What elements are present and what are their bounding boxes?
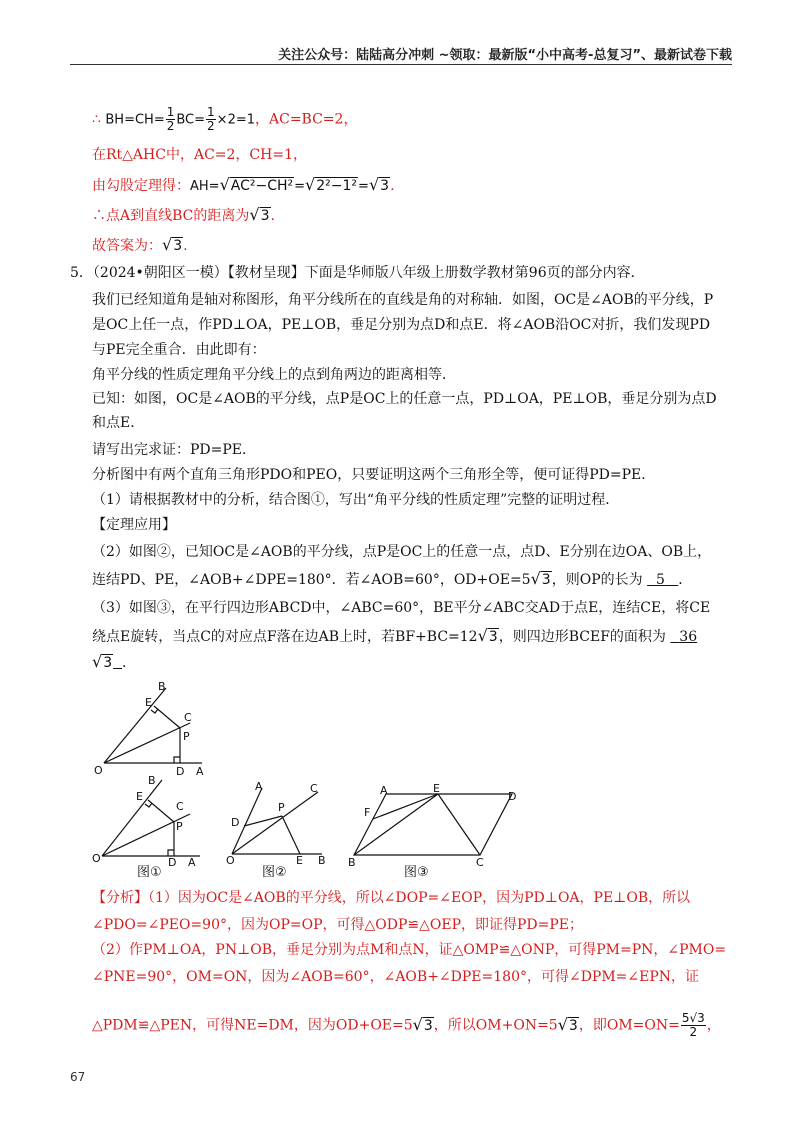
svg-text:D: D xyxy=(231,816,240,829)
figure-3 xyxy=(342,782,532,880)
question-title: 5．（2024•朝阳区一模）【教材呈现】下面是华师版八年级上册数学教材第96页的部分内容． xyxy=(70,265,645,281)
svg-text:E: E xyxy=(145,696,152,709)
analysis-line-5: △PDM≌△PEN，可得NE=DM，因为OD+OE=5√3，所以OM+ON=5√3，即OM=ON= $\frac{5√3}{2}$ ， xyxy=(92,1011,721,1039)
q-part-2: （2）如图②，已知OC是∠AOB的平分线，点P是OC上的任意一点，点D、E分别在边OA、OB上， xyxy=(92,544,712,560)
svg-text:C: C xyxy=(184,711,192,724)
svg-text:A: A xyxy=(380,784,388,797)
solution-line-5: 故答案为：√3. xyxy=(92,235,188,254)
svg-text:B: B xyxy=(158,680,166,693)
svg-text:E: E xyxy=(136,790,143,803)
svg-text:C: C xyxy=(310,782,318,795)
header-divider xyxy=(70,64,732,65)
figure-1 xyxy=(92,770,222,880)
svg-text:D: D xyxy=(508,790,517,803)
q-part-3: （3）如图③，在平行四边形ABCD中，∠ABC=60°，BE平分∠ABC交AD于点E，连结CE，将CE xyxy=(92,600,711,616)
svg-text:O: O xyxy=(226,854,235,867)
q-para-8: 分析图中有两个直角三角形PDO和PEO，只要证明这两个三角形全等，便可证得PD=PE． xyxy=(92,467,656,483)
svg-text:A: A xyxy=(188,856,196,869)
analysis-line-4: ∠PNE=90°，OM=ON，因为∠AOB=60°，∠AOB+∠DPE=180°，可得∠DPM=∠EPN，证 xyxy=(92,969,700,985)
svg-text:E: E xyxy=(433,782,440,795)
svg-text:P: P xyxy=(183,730,190,743)
analysis-line-3: （2）作PM⊥OA，PN⊥OB，垂足分别为点M和点N，证△OMP≌△ONP，可得PM=PN，∠PMO= xyxy=(92,942,727,958)
svg-text:C: C xyxy=(176,800,184,813)
svg-text:D: D xyxy=(176,765,185,778)
q-para-3: 与PE完全重合．由此即有： xyxy=(92,342,266,358)
q-part-3-answer-end: √3 ． xyxy=(92,652,137,671)
svg-text:B: B xyxy=(348,856,356,869)
solution-line-3: 由勾股定理得：AH=√AC²−CH²=√2²−1²=√3. xyxy=(92,175,395,194)
page-number: 67 xyxy=(70,1070,86,1084)
svg-text:B: B xyxy=(148,774,156,787)
page-header: 关注公众号：陆陆高分冲刺 ~领取：最新版“小中高考-总复习”、最新试卷下载 xyxy=(278,48,732,63)
figure-2-label: 图② xyxy=(262,865,287,880)
svg-text:A: A xyxy=(196,765,204,778)
svg-text:O: O xyxy=(92,852,101,865)
figure-2 xyxy=(222,778,337,880)
q-para-5: 已知：如图，OC是∠AOB的平分线，点P是OC上的任意一点，PD⊥OA，PE⊥OB，垂足分别为点D xyxy=(92,391,717,407)
answer-op: 5 xyxy=(655,572,665,588)
q-theorem-heading: 【定理应用】 xyxy=(92,517,176,533)
figure-3-label: 图③ xyxy=(404,865,429,880)
q-para-7: 请写出完求证：PD=PE． xyxy=(92,442,257,458)
svg-text:D: D xyxy=(168,856,177,869)
figure-1-label: 图① xyxy=(137,865,162,880)
q-part-3-cont: 绕点E旋转，当点C的对应点F落在边AB上时，若BF+BC=12√3，则四边形BCEF的面积为 36 xyxy=(92,626,698,645)
solution-line-2: 在Rt△AHC中，AC=2，CH=1， xyxy=(92,147,307,163)
svg-text:P: P xyxy=(278,801,285,814)
q-para-6: 和点E． xyxy=(92,415,145,431)
svg-text:A: A xyxy=(255,780,263,793)
q-part-1: （1）请根据教材中的分析，结合图①，写出“角平分线的性质定理”完整的证明过程． xyxy=(92,492,620,508)
q-para-4: 角平分线的性质定理角平分线上的点到角两边的距离相等． xyxy=(92,367,456,383)
q-para-1: 我们已经知道角是轴对称图形，角平分线所在的直线是角的对称轴．如图，OC是∠AOB的平分线，P xyxy=(92,292,714,308)
q-para-2: 是OC上任一点，作PD⊥OA，PE⊥OB，垂足分别为点D和点E．将∠AOB沿OC对折，我们发现PD xyxy=(92,317,711,333)
svg-text:C: C xyxy=(476,856,484,869)
solution-line-1: ∴ BH=CH= $\frac{1}{2}$ BC= $\frac{1}{2}$ ×2=1，AC=BC=2， xyxy=(92,105,358,133)
svg-text:B: B xyxy=(318,854,326,867)
svg-text:P: P xyxy=(176,820,183,833)
svg-text:E: E xyxy=(296,854,303,867)
textbook-figure xyxy=(92,678,222,778)
svg-text:O: O xyxy=(94,764,103,777)
solution-line-4: ∴点A到直线BC的距离为√3. xyxy=(92,205,275,224)
analysis-line-1: 【分析】（1）因为OC是∠AOB的平分线，所以∠DOP=∠EOP，因为PD⊥OA，PE⊥OB，所以 xyxy=(92,890,691,906)
answer-area: 36 xyxy=(679,629,698,645)
svg-text:F: F xyxy=(364,806,371,819)
analysis-line-2: ∠PDO=∠PEO=90°，因为OP=OP，可得△ODP≌△OEP，即证得PD=PE； xyxy=(92,917,584,933)
q-part-2-cont: 连结PD、PE，∠AOB+∠DPE=180°．若∠AOB=60°，OD+OE=5√3，则OP的长为 5 ． xyxy=(92,569,693,588)
